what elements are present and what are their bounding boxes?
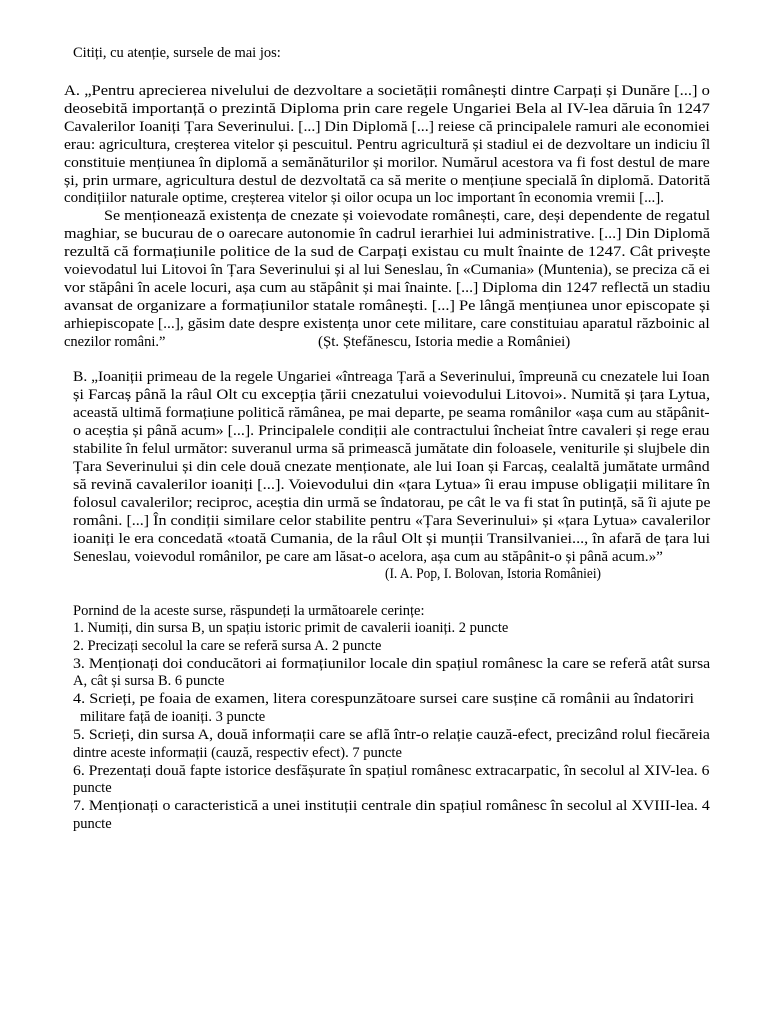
task-line: puncte — [73, 816, 112, 832]
source-a-line: maghiar, se bucurau de o oarecare autonomie în cadrul ierarhiei lui administrative. [...] Din Diplomă — [64, 226, 711, 242]
source-b-line: Seneslau, voievodul românilor, pe care am lăsat-o acelora, așa cum au stăpânit-o și până acum.»” — [73, 549, 663, 565]
source-b-line: români. [...] În condiții similare celor stabilite pentru «Țara Severinului» și «țara Lytua» cavalerilor — [73, 513, 711, 529]
task-line: 4. Scrieți, pe foaia de examen, litera corespunzătoare sursei care susține că românii au îndatoriri — [73, 691, 694, 707]
source-a-line: deosebită importanță o prezintă Diploma prin care regele Ungariei Bela al IV-lea dăruia în 1247 — [64, 101, 710, 117]
source-b-line: și Farcaș până la râul Olt cu excepția țării cnezatului voievodului Litovoi». Numită și țara Lytua, — [73, 387, 711, 403]
source-a-line: voievodatul lui Litovoi în Țara Severinului și al lui Seneslau, în «Cumania» (Muntenia), se preciza că ei — [64, 262, 710, 278]
source-b-line: această ultimă formațiune politică rămânea, pe mai departe, pe seama românilor «așa cum au stăpânit- — [73, 405, 710, 421]
source-a-line: constituie mențiunea în diplomă a semănăturilor și morilor. Numărul acestora va fi fost destul de mare — [64, 155, 710, 171]
source-a-line: Cavalerilor Ioaniți Țara Severinului. [...] Din Diplomă [...] reiese că principalele ramuri ale economiei — [64, 119, 710, 135]
source-a-line: vor stăpâni în acele locuri, așa cum au stăpânit și mai înainte. [...] Diploma din 1247 reflectă un stadiu — [64, 280, 711, 296]
source-a-line: A. „Pentru aprecierea nivelului de dezvoltare a societății românești dintre Carpați și Dunăre [...] o — [64, 83, 710, 99]
source-a-citation: (Șt. Ștefănescu, Istoria medie a României) — [318, 334, 571, 350]
source-b-line: să revină cavalerilor ioaniți [...]. Voievodului din «țara Lytua» îi erau impuse obligații militare în — [73, 477, 710, 493]
source-b-citation: (I. A. Pop, I. Bolovan, Istoria României) — [385, 566, 601, 582]
task-line: 7. Menționați o caracteristică a unei instituții centrale din spațiul românesc în secolul al XVIII-lea. 4 — [73, 798, 710, 814]
source-a-line: condițiilor naturale optime, creșterea vitelor și oilor ocupa un loc important în economia vremii [...]. — [64, 190, 665, 206]
source-b-line: stabilite în felul următor: suveranul urma să primească jumătate din foloasele, veniturile și slujbele din — [73, 441, 710, 457]
task-line: A, cât și sursa B. 6 puncte — [73, 673, 225, 689]
source-b-line: B. „Ioaniții primeau de la regele Ungariei «întreaga Țară a Severinului, împreună cu cnezatele lui Ioan — [73, 369, 710, 385]
task-line: 1. Numiți, din sursa B, un spațiu istoric primit de cavalerii ioaniți. 2 puncte — [73, 620, 509, 636]
task-line: 3. Menționați doi conducători ai formațiunilor locale din spațiul românesc la care se referă atât sursa — [73, 656, 711, 672]
source-a-line: cnezilor români.” — [64, 334, 166, 350]
task-line: 5. Scrieți, din sursa A, două informații care se află într-o relație cauză-efect, precizând rolul fiecăreia — [73, 727, 710, 743]
task-line: 2. Precizați secolul la care se referă sursa A. 2 puncte — [73, 638, 382, 654]
source-a-line: rezultă că formațiunile politice de la sud de Carpați existau cu mult înainte de 1247. Cât privește — [64, 244, 711, 260]
source-a-line: Se menționează existența de cnezate și voievodate românești, care, deși dependente de regatul — [104, 208, 711, 224]
source-a-line: arhiepiscopate [...], găsim date despre existența unor cete militare, care constituiau aparatul războinic al — [64, 316, 710, 332]
source-a-line: avansat de organizare a formațiunilor statale românești. [...] Pe lângă mențiunea unor episcopate și — [64, 298, 711, 314]
source-b-line: folosul cavalerilor; reciproc, aceștia din urmă se îndatorau, pe cât le va fi stat în putință, să îi ajute pe — [73, 495, 711, 511]
task-line: militare față de ioaniți. 3 puncte — [80, 709, 266, 725]
task-line: dintre aceste informații (cauză, respectiv efect). 7 puncte — [73, 745, 402, 761]
source-a-line: erau: agricultura, creșterea vitelor și pescuitul. Pentru agricultură și stadiul ei de dezvoltare un indiciu îl — [64, 137, 711, 153]
tasks-intro: Pornind de la aceste surse, răspundeți la următoarele cerințe: — [73, 603, 425, 619]
source-b-line: Țara Severinului și din cele două cnezate menționate, ale lui Ioan și Farcaș, cealaltă jumătate urmând — [73, 459, 710, 475]
task-line: puncte — [73, 780, 112, 796]
task-line: 6. Prezentați două fapte istorice desfășurate în spațiul românesc extracarpatic, în secolul al XIV-lea. 6 — [73, 763, 710, 779]
source-a-line: și, prin urmare, agricultura destul de dezvoltată ca să merite o mențiune specială în diplomă. Datorită — [64, 173, 711, 189]
source-b-line: o aceștia și până acum» [...]. Principalele condiții ale contractului încheiat între cavaleri și rege erau — [73, 423, 710, 439]
intro-line: Citiți, cu atenție, sursele de mai jos: — [73, 45, 281, 61]
source-b-line: ioaniți le era concedată «toată Cumania, de la râul Olt și munții Transilvaniei..., în afară de țara lui — [73, 531, 711, 547]
